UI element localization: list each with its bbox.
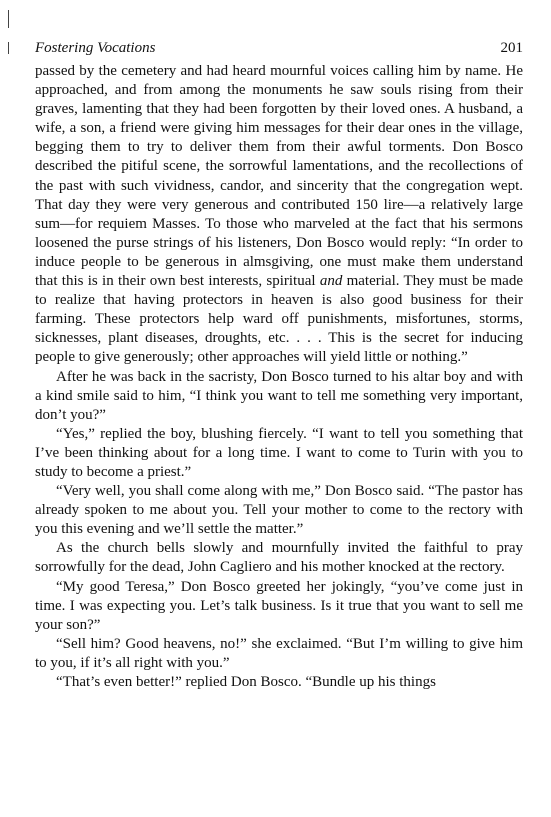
paragraph: “Sell him? Good heavens, no!” she exclaimed. “But I’m willing to give him to you, if it’s all right with you.”	[35, 635, 523, 671]
paragraph: “That’s even better!” replied Don Bosco. “Bundle up his things	[56, 674, 436, 690]
running-title: Fostering Vocations	[35, 40, 156, 56]
margin-mark	[8, 10, 9, 28]
page-header	[35, 40, 523, 60]
paragraph: “Very well, you shall come along with me,” Don Bosco said. “The pastor has already spoken to me about you. Tell your mother to come to the rectory with you this evening and we’ll settle the matter.”	[35, 483, 523, 538]
margin-mark	[8, 42, 9, 54]
emphasized-word: and	[319, 273, 343, 290]
page-number: 201	[500, 40, 523, 56]
paragraph: “My good Teresa,” Don Bosco greeted her jokingly, “you’ve come just in time. I was expecting you. Let’s talk business. Is it true that you want to sell me your son?”	[35, 578, 523, 633]
paragraph: “Yes,” replied the boy, blushing fiercely. “I want to tell you something that I’ve been thinking about for a long time. I want to come to Turin with you to study to become a priest.”	[35, 425, 523, 480]
paragraph-text: passed by the cemetery and had heard mournful voices calling him by name. He approached, and from among the monuments he saw souls rising from their graves, lamenting that they had been forgotten by their loved ones. A husband, a wife, a son, a friend were giving him messages for their dear ones in the village, begging them to try to deliver them from their awful torments. Don Bosco described the pitiful scene, the sorrowful lamentations, and the recollections of the past with such vividness, candor, and sincerity that the congregation wept. That day they were very generous and contributed 150 lire—a relatively large sum—for requiem Masses. To those who marveled at the fact that his sermons loosened the purse strings of his listeners, Don Bosco would reply: “In order to induce people to be generous in almsgiving, one must make them understand that this is in their own best interests, spiritual	[35, 63, 523, 290]
paragraph	[35, 62, 523, 368]
paragraph-text: material. They must be made to realize that having protectors in heaven is also good business for their farming. These protectors help ward off punishments, misfortunes, storms, sicknesses, plant diseases, droughts, etc. . . . This is the secret for inducing people to give generously; other approaches will yield little or nothing.”	[35, 273, 523, 366]
paragraph: After he was back in the sacristy, Don Bosco turned to his altar boy and with a kind smile said to him, “I think you want to tell me something very important, don’t you?”	[35, 368, 523, 423]
paragraph: As the church bells slowly and mournfully invited the faithful to pray sorrowfully for the dead, John Cagliero and his mother knocked at the rectory.	[35, 540, 523, 576]
body-text	[35, 62, 523, 692]
